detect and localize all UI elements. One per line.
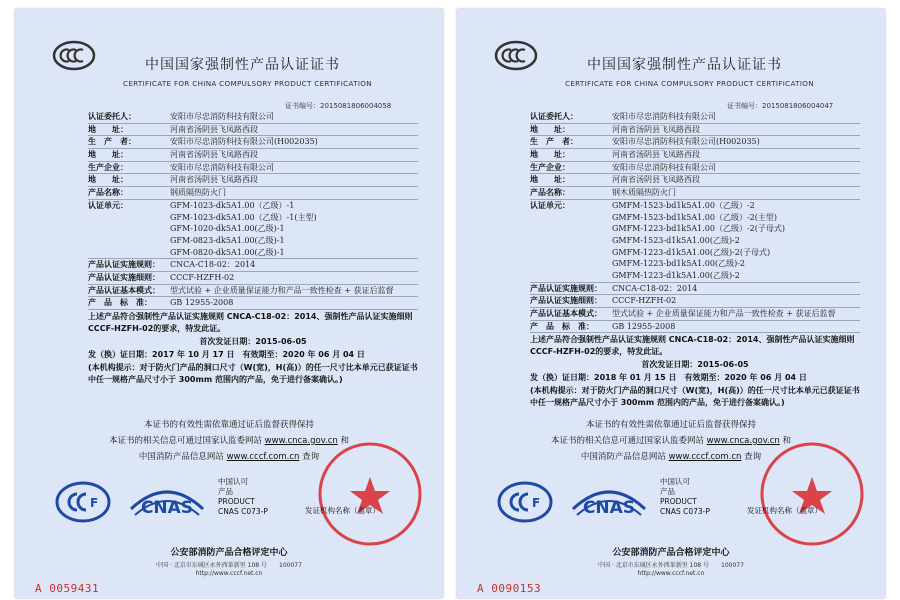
field-label: 地 址： bbox=[88, 150, 128, 160]
issuer-website[interactable]: http://www.cccf.net.cn bbox=[195, 570, 263, 577]
certificate-right bbox=[457, 9, 885, 598]
footer-text: 本证书的相关信息可通过国家认监委网站 bbox=[108, 436, 265, 446]
field-label: 产品名称： bbox=[530, 188, 570, 198]
standard-value: GB 12955-2008 bbox=[170, 298, 234, 308]
applicant-value: 安阳市尽忠消防科技有限公司 bbox=[170, 112, 274, 121]
unit-item: GFM-1023-dk5A1.00（乙级）-1(主型) bbox=[170, 212, 317, 222]
factory-address-value: 河南省汤阴县飞凤路西段 bbox=[612, 175, 700, 185]
issuer-address: 中国 · 北京市东城区永外西革新里 108 号 100077 bbox=[598, 562, 744, 569]
cqc-logo-icon bbox=[497, 481, 553, 523]
field-label: 产品认证基本模式： bbox=[88, 285, 160, 295]
institution-note: (本机构提示：对于防火门产品的洞口尺寸（W(宽)，H(高)）的任一尺寸比本单元已获证证书中任一规格产品尺寸小于 300mm 范围内的产品，免于进行备案确认。) bbox=[88, 363, 418, 385]
field-label: 地 址： bbox=[530, 124, 570, 134]
cnas-logo-icon bbox=[127, 479, 207, 525]
field-label: 产 品 标 准： bbox=[88, 298, 152, 308]
prod-text: CNAS C073-P bbox=[218, 507, 268, 516]
field-label: 产 品 标 准： bbox=[530, 321, 594, 331]
manufacturer-address-value: 河南省汤阴县飞凤路西段 bbox=[170, 150, 258, 160]
accreditation-product-text bbox=[218, 477, 268, 517]
svg-text:F: F bbox=[532, 496, 541, 510]
footer-validity: 本证书的有效性需依靠通过证后监督获得保持 bbox=[585, 420, 756, 430]
cccf-link[interactable]: www.cccf.com.cn bbox=[226, 452, 300, 462]
unit-item: GMFM-1523-bd1k5A1.00（乙级）-2 bbox=[612, 200, 755, 210]
field-label: 生产企业： bbox=[530, 162, 570, 172]
serial-number: A 0090153 bbox=[477, 582, 542, 595]
factory-address-value: 河南省汤阴县飞凤路西段 bbox=[170, 175, 258, 185]
field-label: 产品认证基本模式： bbox=[530, 309, 602, 318]
unit-item: GFM-0823-dk5A1.00(乙级)-1 bbox=[170, 235, 285, 245]
cnca-link[interactable]: www.cnca.gov.cn bbox=[706, 436, 780, 446]
unit-item: GFM-0820-dk5A1.00(乙级)-1 bbox=[170, 247, 285, 257]
certificate-title-cn: 中国国家强制性产品认证证书 bbox=[587, 57, 782, 73]
applicant-address-value: 河南省汤阴县飞凤路西段 bbox=[170, 124, 258, 134]
detail-rule-value: CCCF-HZFH-02 bbox=[612, 296, 677, 306]
red-seal-icon bbox=[757, 439, 867, 549]
certificate-title-en: CERTIFICATE FOR CHINA COMPULSORY PRODUCT CERTIFICATION bbox=[565, 79, 814, 88]
field-label: 认证委托人： bbox=[88, 112, 136, 121]
field-label: 认证委托人： bbox=[530, 112, 578, 121]
certificate-left bbox=[15, 9, 443, 598]
manufacturer-value: 安阳市尽忠消防科技有限公司(H002035) bbox=[170, 137, 318, 147]
field-label: 产品认证实施规则： bbox=[530, 283, 602, 293]
cnas-logo-text: CNAS bbox=[582, 498, 636, 518]
unit-item: GMFM-1223-d1k5A1.00(乙级)-2 bbox=[612, 270, 740, 280]
issue-validity-line: 发（换）证日期：2017 年 10 月 17 日 有效期至：2020 年 06 月 04 日 bbox=[88, 350, 365, 360]
field-label: 生产企业： bbox=[88, 162, 128, 172]
factory-value: 安阳市尽忠消防科技有限公司 bbox=[612, 162, 716, 172]
field-label: 产品认证实施规则： bbox=[88, 260, 160, 270]
cnca-link[interactable]: www.cnca.gov.cn bbox=[264, 436, 338, 446]
rule-value: CNCA-C18-02：2014 bbox=[170, 260, 256, 270]
prod-text: 中国认可 bbox=[660, 477, 690, 486]
field-label: 产品认证实施细则： bbox=[88, 272, 160, 282]
certificate-fields bbox=[530, 111, 860, 409]
issuer-address: 中国 · 北京市东城区永外西革新里 108 号 100077 bbox=[156, 562, 302, 569]
certificate-number: 证书编号：2015081806004058 bbox=[285, 102, 392, 110]
issuer-name: 公安部消防产品合格评定中心 bbox=[612, 548, 730, 558]
unit-item: GFM-1020-dk5A1.00(乙级)-1 bbox=[170, 224, 285, 234]
issuer-name: 公安部消防产品合格评定中心 bbox=[170, 548, 288, 558]
certificate-number: 证书编号：2015081806004047 bbox=[727, 102, 834, 110]
serial-number: A 0059431 bbox=[35, 582, 100, 595]
prod-text: 产品 bbox=[660, 487, 675, 496]
footer-text: 中国消防产品信息网站 bbox=[580, 452, 669, 462]
conformity-statement: 上述产品符合强制性产品认证实施规则 CNCA-C18-02：2014、强制性产品认证实施细则 CCCF-HZFH-02的要求，特发此证。 bbox=[530, 335, 855, 357]
unit-item: GMFM-1523-d1k5A1.00(乙级)-2 bbox=[612, 235, 740, 245]
certificate-fields bbox=[88, 111, 418, 386]
institution-note: (本机构提示：对于防火门产品的洞口尺寸（W(宽)，H(高)）的任一尺寸比本单元已获证证书中任一规格产品尺寸小于 300mm 范围内的产品，免于进行备案确认。) bbox=[530, 386, 860, 408]
field-label: 生 产 者： bbox=[88, 137, 136, 147]
certificate-title-en: CERTIFICATE FOR CHINA COMPULSORY PRODUCT CERTIFICATION bbox=[123, 79, 372, 88]
field-label: 地 址： bbox=[88, 175, 128, 185]
field-label: 地 址： bbox=[530, 150, 570, 160]
unit-item: GMFM-1223-bd1k5A1.00(乙级)-2 bbox=[612, 259, 745, 269]
unit-item: GFM-1023-dk5A1.00（乙级）-1 bbox=[170, 200, 295, 210]
field-label: 产品名称： bbox=[88, 188, 128, 198]
issuer-signature-label: 发证机构名称（盖章） bbox=[305, 506, 380, 515]
ccc-logo-icon bbox=[52, 40, 96, 71]
prod-text: 中国认可 bbox=[218, 477, 248, 486]
detail-rule-value: CCCF-HZFH-02 bbox=[170, 272, 235, 282]
mode-value: 型式试验 + 企业质量保证能力和产品一致性检查 + 获证后监督 bbox=[170, 285, 394, 295]
mode-value: 型式试验 + 企业质量保证能力和产品一致性检查 + 获证后监督 bbox=[612, 309, 836, 318]
footer-text: 查询 bbox=[741, 452, 762, 462]
prod-text: PRODUCT bbox=[218, 497, 255, 506]
field-label: 地 址： bbox=[88, 124, 128, 134]
field-label: 生 产 者： bbox=[530, 137, 578, 147]
cnas-logo-icon bbox=[569, 479, 649, 525]
conformity-statement: 上述产品符合强制性产品认证实施规则 CNCA-C18-02：2014、强制性产品认证实施细则 CCCF-HZFH-02的要求，特发此证。 bbox=[88, 312, 413, 334]
footer-text: 查询 bbox=[299, 452, 320, 462]
applicant-value: 安阳市尽忠消防科技有限公司 bbox=[612, 112, 716, 121]
cccf-link[interactable]: www.cccf.com.cn bbox=[668, 452, 742, 462]
field-label: 认证单元： bbox=[530, 200, 570, 210]
field-label: 认证单元： bbox=[88, 200, 128, 210]
standard-value: GB 12955-2008 bbox=[612, 321, 676, 331]
applicant-address-value: 河南省汤阴县飞凤路西段 bbox=[612, 124, 700, 134]
prod-text: PRODUCT bbox=[660, 497, 697, 506]
prod-text: CNAS C073-P bbox=[660, 507, 710, 516]
issue-validity-line: 发（换）证日期：2018 年 01 月 15 日 有效期至：2020 年 06 月 04 日 bbox=[530, 373, 807, 383]
product-name-value: 钢质隔热防火门 bbox=[170, 188, 226, 198]
first-issue-date: 首次发证日期：2015-06-05 bbox=[641, 360, 749, 370]
field-label: 产品认证实施细则： bbox=[530, 296, 602, 306]
footer-text: 本证书的相关信息可通过国家认监委网站 bbox=[550, 436, 707, 446]
red-seal-icon bbox=[315, 439, 425, 549]
footer-text: 和 bbox=[337, 436, 350, 446]
manufacturer-address-value: 河南省汤阴县飞凤路西段 bbox=[612, 150, 700, 160]
cqc-logo-icon bbox=[55, 481, 111, 523]
issuer-website[interactable]: http://www.cccf.net.cn bbox=[637, 570, 705, 577]
first-issue-date: 首次发证日期：2015-06-05 bbox=[199, 337, 307, 347]
field-label: 地 址： bbox=[530, 175, 570, 185]
unit-item: GMFM-1223-bd1k5A1.00（乙级）-2(子母式) bbox=[612, 224, 785, 234]
footer-text: 和 bbox=[779, 436, 792, 446]
prod-text: 产品 bbox=[218, 487, 233, 496]
certificate-title-cn: 中国国家强制性产品认证证书 bbox=[145, 57, 340, 73]
ccc-logo-icon bbox=[494, 40, 538, 71]
unit-item: GMFM-1223-d1k5A1.00(乙级)-2(子母式) bbox=[612, 247, 771, 257]
manufacturer-value: 安阳市尽忠消防科技有限公司(H002035) bbox=[612, 137, 760, 147]
factory-value: 安阳市尽忠消防科技有限公司 bbox=[170, 162, 274, 172]
product-name-value: 钢木质隔热防火门 bbox=[612, 188, 676, 198]
footer-validity: 本证书的有效性需依靠通过证后监督获得保持 bbox=[143, 420, 314, 430]
rule-value: CNCA-C18-02：2014 bbox=[612, 283, 698, 293]
unit-item: GMFM-1523-bd1k5A1.00（乙级）-2(主型) bbox=[612, 212, 777, 222]
accreditation-product-text bbox=[660, 477, 710, 517]
svg-text:F: F bbox=[90, 496, 99, 510]
footer-text: 中国消防产品信息网站 bbox=[138, 452, 227, 462]
cnas-logo-text: CNAS bbox=[140, 498, 194, 518]
issuer-signature-label: 发证机构名称（盖章） bbox=[747, 506, 822, 515]
